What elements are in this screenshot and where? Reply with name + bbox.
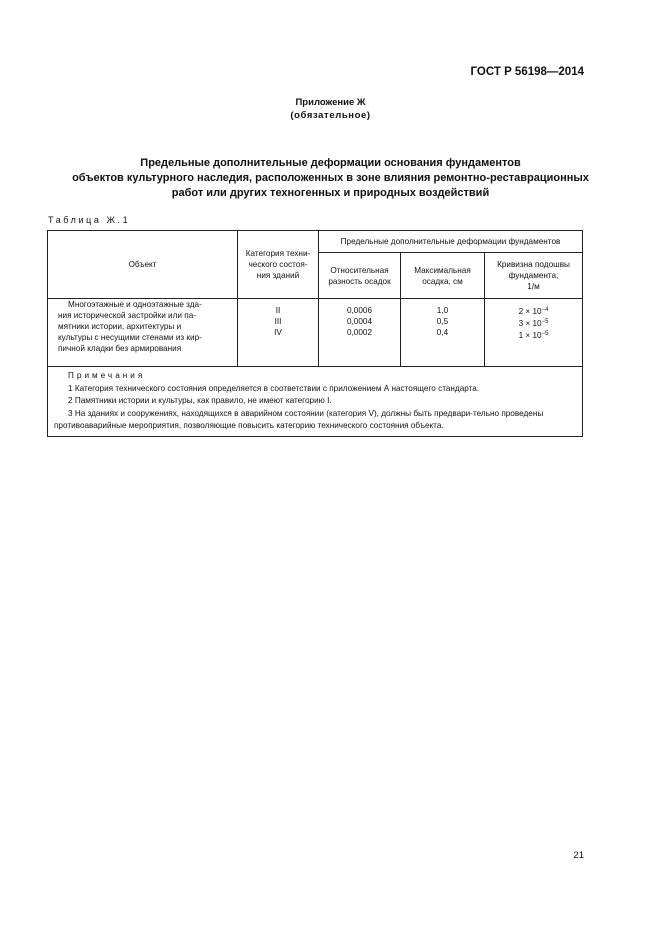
category-values: II III IV: [238, 299, 319, 367]
title-line-1: Предельные дополнительные деформации основания фундаментов: [140, 157, 521, 169]
deformation-table: [47, 230, 583, 437]
header-group: Предельные дополнительные деформации фундаментов: [319, 231, 583, 253]
header-object: Объект: [48, 231, 238, 299]
standard-number: ГОСТ Р 56198—2014: [470, 66, 584, 78]
table-notes: [48, 367, 583, 437]
header-max-settlement: Максимальная осадка, см: [401, 253, 485, 299]
header-category: Категория техни- ческого состоя- ния зданий: [238, 231, 319, 299]
page-number: 21: [573, 850, 584, 861]
document-title: [40, 156, 621, 201]
object-line: пичной кладки без армирования: [58, 344, 182, 353]
table-label: Таблица Ж.1: [48, 215, 131, 225]
object-line: мятники истории, архитектуры и: [58, 322, 182, 331]
header-curvature: Кривизна подошвы фундамента, 1/м: [485, 253, 583, 299]
note-item: 1 Категория технического состояния определяется в соответствии с приложением А настоящего стандарта.: [68, 383, 480, 393]
object-line: ния исторической застройки или па-: [58, 311, 196, 320]
header-relative: Относительная разность осадок: [319, 253, 401, 299]
title-line-2: объектов культурного наследия, расположенных в зоне влияния ремонтно-реставрационных: [72, 172, 589, 184]
title-line-3: работ или других техногенных и природных воздействий: [171, 187, 490, 199]
relative-values: 0,0006 0,0004 0,0002: [319, 299, 401, 367]
table-row: [48, 299, 583, 367]
appendix-title: Приложение Ж: [295, 97, 366, 108]
object-description: [48, 299, 238, 367]
max-settlement-values: 1,0 0,5 0,4: [401, 299, 485, 367]
note-item: 3 На зданиях и сооружениях, находящихся в аварийном состоянии (категория V), должны быть предвари-тельно проведены противоаварийные мероприятия, позволяющие повысить категорию технического состояния объекта.: [54, 408, 544, 430]
note-item: 2 Памятники истории и культуры, как правило, не имеют категорию I.: [68, 396, 332, 405]
object-line: культуры с несущими стенами из кир-: [58, 333, 202, 342]
curvature-values: $2 \times 10^{-4}$ $3 \times 10^{-5}$ $1 \times 10^{-5}$: [485, 299, 583, 367]
notes-heading: Примечания: [68, 371, 146, 380]
appendix-status: (обязательное): [290, 110, 371, 121]
object-line: Многоэтажные и одноэтажные зда-: [68, 300, 202, 309]
appendix-heading: [0, 96, 661, 122]
